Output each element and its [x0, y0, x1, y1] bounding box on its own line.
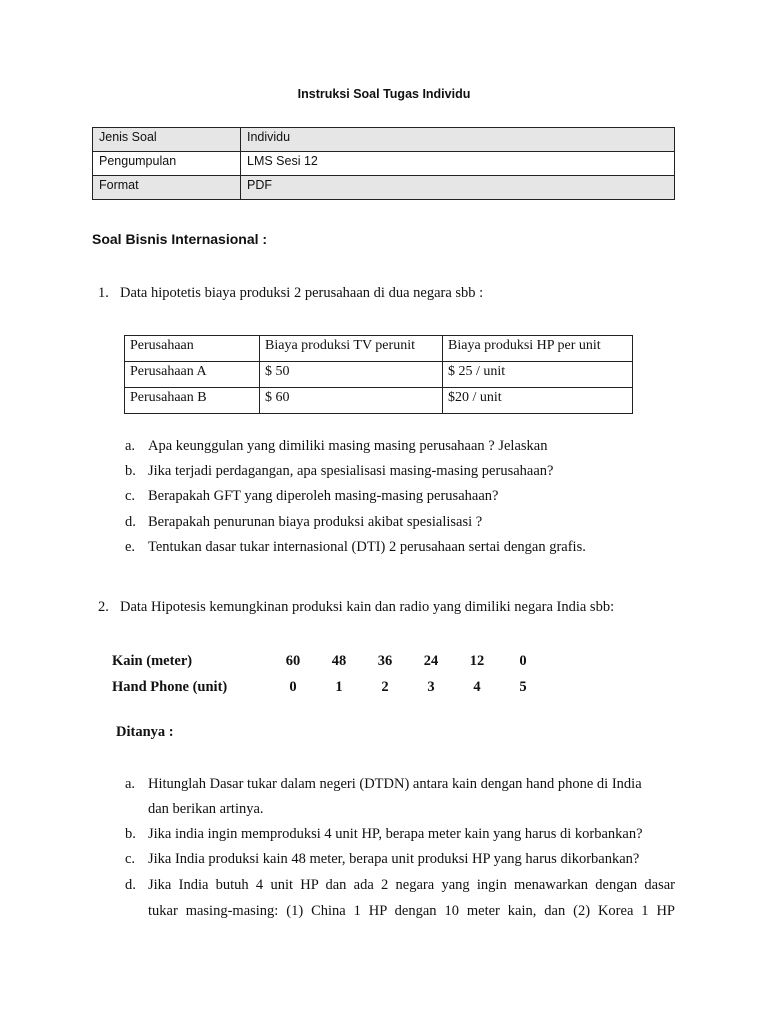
- sub-letter: b.: [125, 463, 136, 479]
- cost-table: [124, 335, 633, 414]
- ditanya-heading: Ditanya :: [116, 724, 174, 740]
- table-cell: $ 60: [260, 388, 443, 414]
- sub-letter: d.: [125, 514, 136, 530]
- sub-text: Apa keunggulan yang dimiliki masing masing perusahaan ? Jelaskan: [148, 438, 548, 454]
- production-row-hp: [112, 674, 546, 700]
- production-value: 2: [381, 678, 389, 695]
- table-row: [125, 388, 633, 414]
- sub-text: Jika india ingin memproduksi 4 unit HP, berapa meter kain yang harus di korbankan?: [148, 826, 643, 842]
- production-value: 36: [377, 652, 393, 669]
- header-cell: Biaya produksi TV perunit: [260, 336, 443, 362]
- info-table: [92, 127, 675, 200]
- section-heading: Soal Bisnis Internasional :: [92, 231, 268, 247]
- info-label: Jenis Soal: [93, 128, 241, 152]
- table-row: [125, 362, 633, 388]
- sub-text: dan berikan artinya.: [148, 801, 264, 817]
- row-label: Kain (meter): [112, 652, 193, 669]
- sub-letter: c.: [125, 851, 136, 867]
- question-text: Data Hipotesis kemungkinan produksi kain dan radio yang dimiliki negara India sbb:: [120, 599, 615, 615]
- info-label: Pengumpulan: [93, 152, 241, 176]
- table-cell: Perusahaan B: [125, 388, 260, 414]
- sub-text: Jika India butuh 4 unit HP dan ada 2 negara yang ingin menawarkan dengan dasar: [148, 877, 675, 893]
- info-value: PDF: [241, 176, 675, 200]
- production-value: 24: [423, 652, 439, 669]
- sub-text: Jika India produksi kain 48 meter, berapa unit produksi HP yang harus dikorbankan?: [148, 851, 640, 867]
- production-value: 1: [335, 678, 343, 695]
- table-cell: $ 50: [260, 362, 443, 388]
- production-table: [112, 648, 546, 700]
- production-value: 0: [519, 652, 527, 669]
- info-label: Format: [93, 176, 241, 200]
- sub-letter: d.: [125, 877, 136, 893]
- production-value: 4: [473, 678, 481, 695]
- row-label: Hand Phone (unit): [112, 678, 228, 695]
- sub-letter: e.: [125, 539, 136, 555]
- table-cell: $20 / unit: [443, 388, 633, 414]
- sub-letter: b.: [125, 826, 136, 842]
- info-row: [93, 176, 675, 200]
- info-row: [93, 152, 675, 176]
- production-value: 60: [285, 652, 301, 669]
- sub-letter: a.: [125, 776, 136, 792]
- production-row-kain: [112, 648, 546, 674]
- info-row: [93, 128, 675, 152]
- table-cell: Perusahaan A: [125, 362, 260, 388]
- sub-text: tukar masing-masing: (1) China 1 HP dengan 10 meter kain, dan (2) Korea 1 HP: [148, 903, 675, 919]
- production-value: 48: [331, 652, 347, 669]
- sub-letter: c.: [125, 488, 136, 504]
- question-number: 1.: [98, 285, 109, 301]
- sub-question-continued: [125, 903, 675, 923]
- header-cell: Perusahaan: [125, 336, 260, 362]
- sub-text: Berapakah GFT yang diperoleh masing-masing perusahaan?: [148, 488, 499, 504]
- production-value: 5: [519, 678, 527, 695]
- sub-question: [125, 877, 675, 897]
- question-text: Data hipotetis biaya produksi 2 perusahaan di dua negara sbb :: [120, 285, 484, 301]
- production-value: 0: [289, 678, 297, 695]
- table-cell: $ 25 / unit: [443, 362, 633, 388]
- cost-table-header: [125, 336, 633, 362]
- sub-text: Hitunglah Dasar tukar dalam negeri (DTDN) antara kain dengan hand phone di India: [148, 776, 642, 792]
- sub-text: Berapakah penurunan biaya produksi akibat spesialisasi ?: [148, 514, 483, 530]
- info-value: Individu: [241, 128, 675, 152]
- sub-text: Tentukan dasar tukar internasional (DTI) 2 perusahaan sertai dengan grafis.: [148, 539, 586, 555]
- production-value: 3: [427, 678, 435, 695]
- production-value: 12: [469, 652, 485, 669]
- header-cell: Biaya produksi HP per unit: [443, 336, 633, 362]
- page-title: Instruksi Soal Tugas Individu: [297, 87, 471, 101]
- question-number: 2.: [98, 599, 109, 615]
- sub-letter: a.: [125, 438, 136, 454]
- info-value: LMS Sesi 12: [241, 152, 675, 176]
- sub-text: Jika terjadi perdagangan, apa spesialisasi masing-masing perusahaan?: [148, 463, 554, 479]
